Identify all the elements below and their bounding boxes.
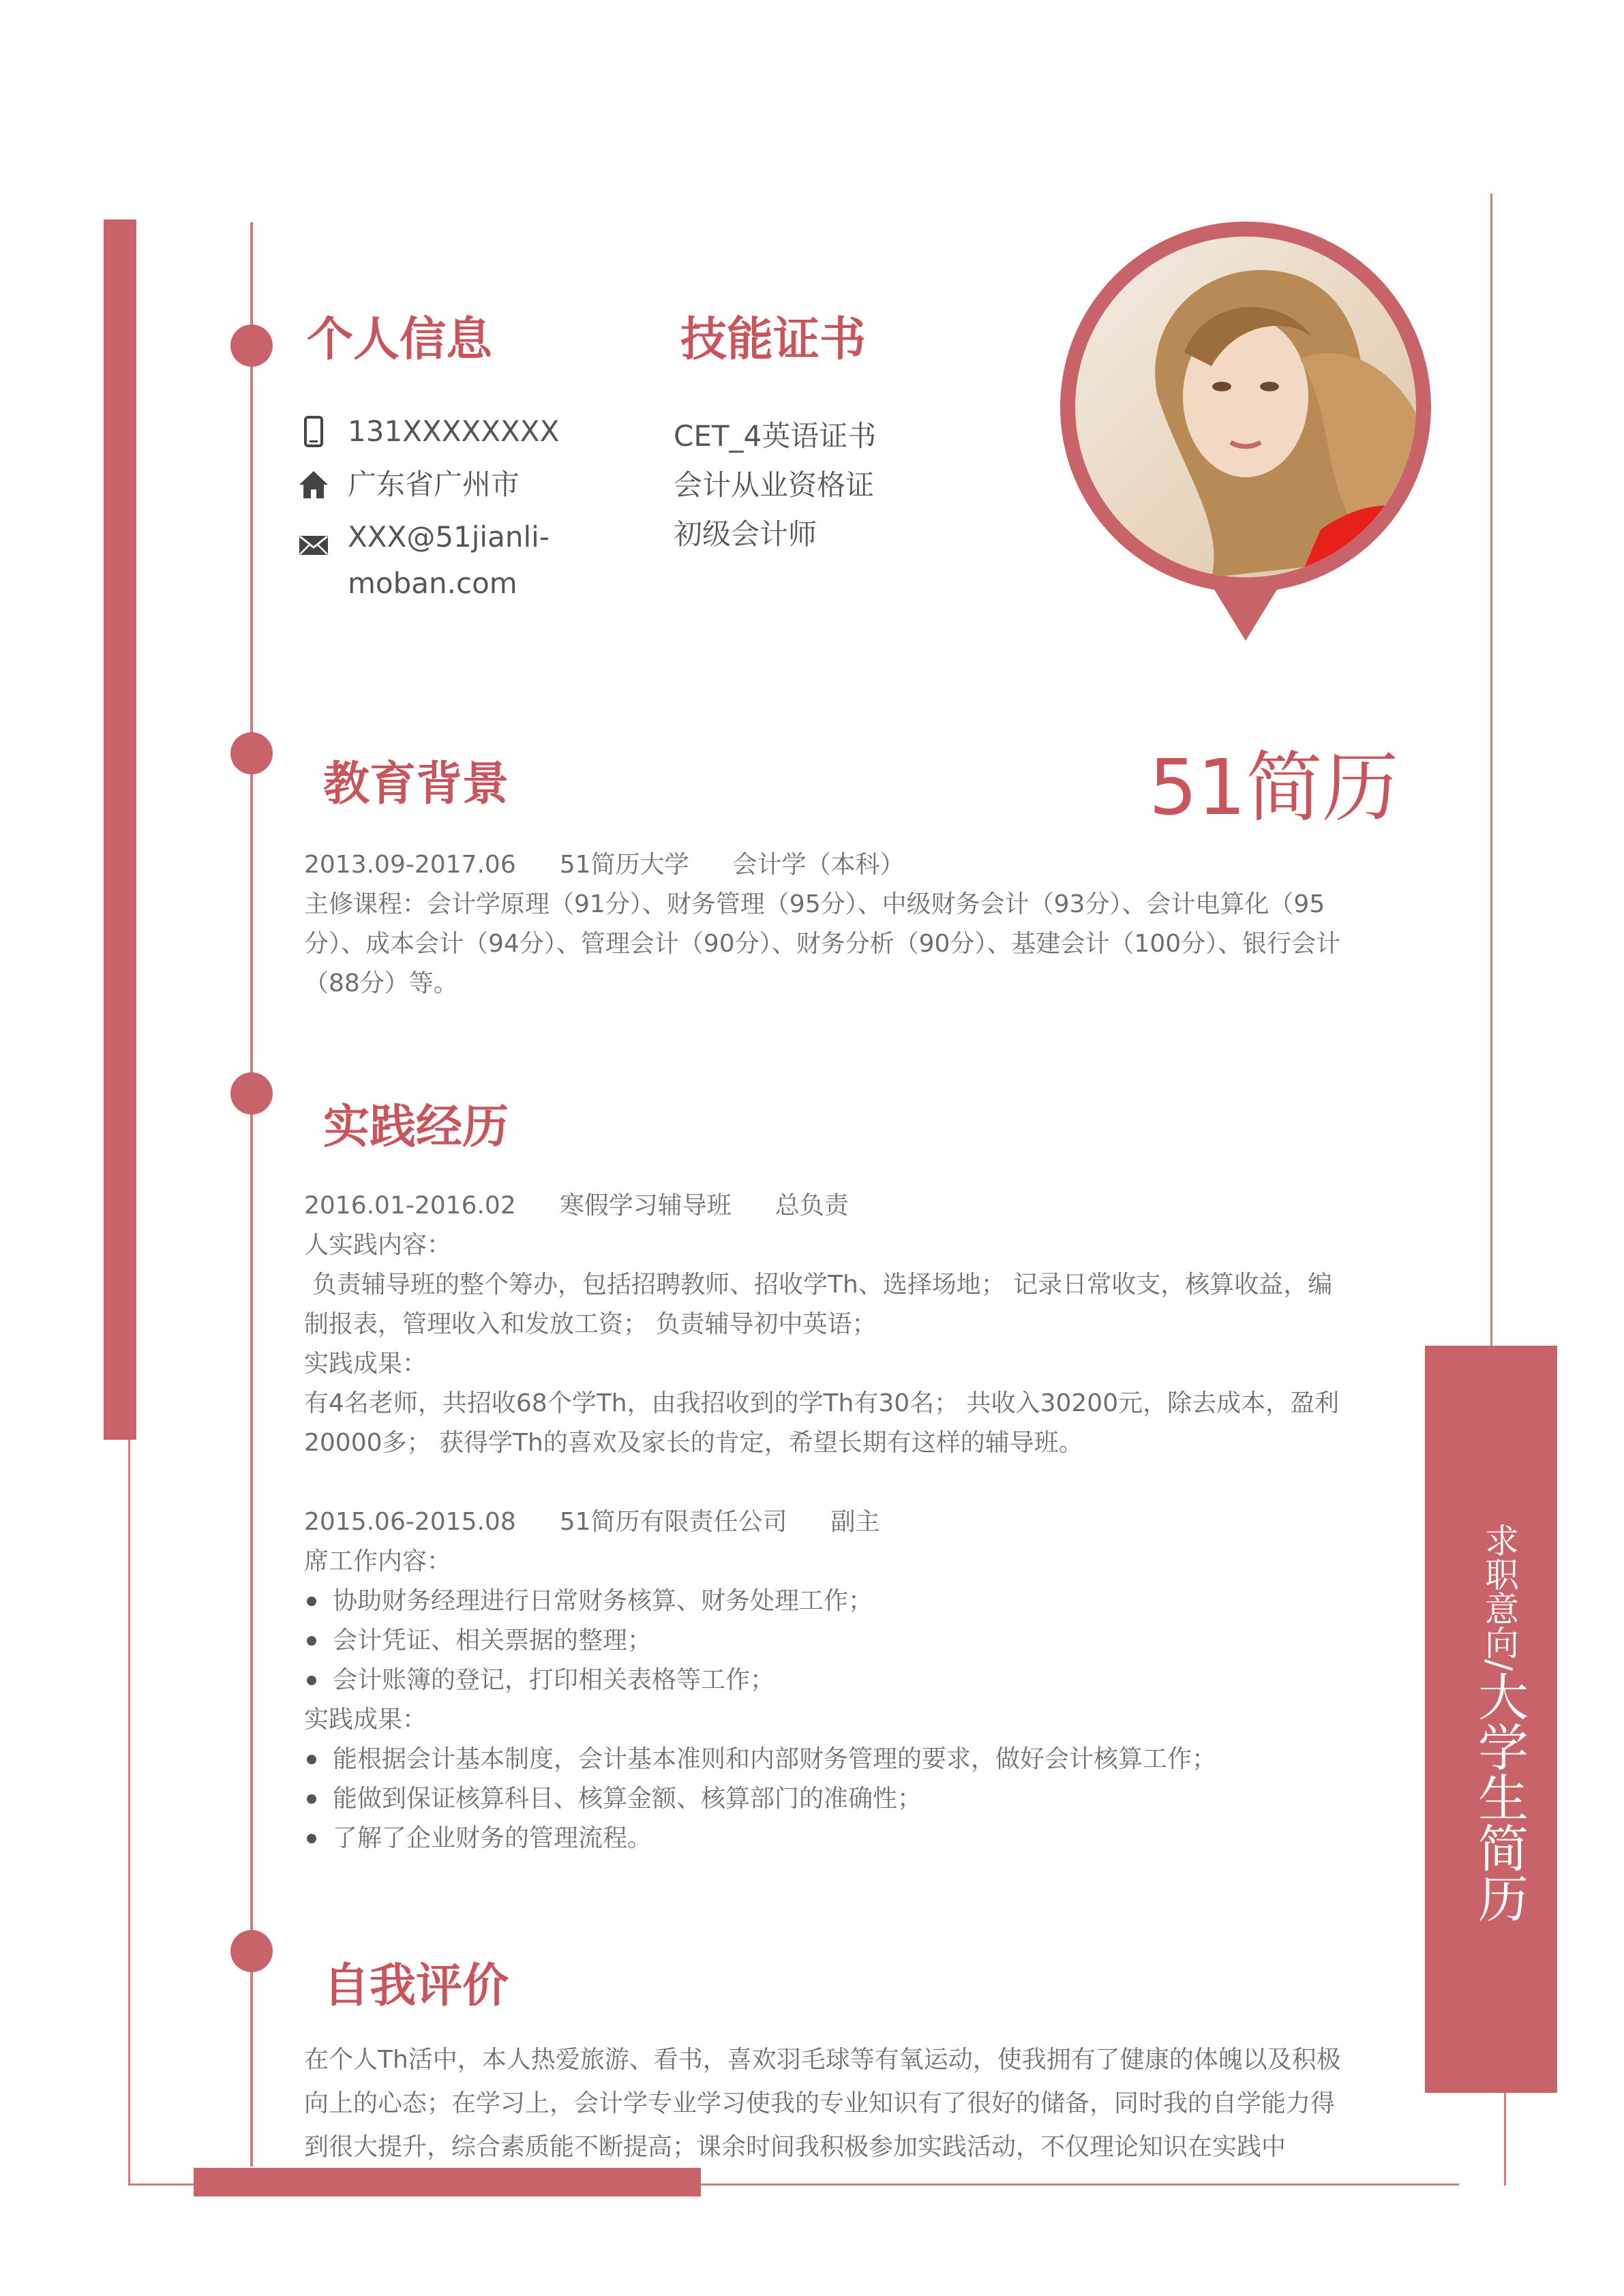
list-item: 协助财务经理进行日常财务核算、财务处理工作；: [304, 1582, 1354, 1621]
skills-title: 技能证书: [680, 313, 867, 367]
exp2-results: [304, 1740, 1354, 1858]
timeline-dot-self-eval: [230, 1930, 273, 1972]
skill-item: CET_4英语证书: [674, 419, 877, 453]
list-item: 了解了企业财务的管理流程。: [304, 1819, 1354, 1858]
exp1-role: 总负责: [775, 1192, 849, 1220]
timeline-dot-practice: [230, 1072, 273, 1115]
self-eval-title: 自我评价: [323, 1959, 509, 2013]
side-tab-part2: 大学生简历: [1470, 1670, 1529, 1923]
contact-block: [297, 408, 584, 607]
mail-icon: [297, 529, 330, 562]
phone-text: 131XXXXXXXX: [348, 414, 560, 449]
job-intent-side-tab: [1425, 1346, 1557, 2093]
education-summary: [304, 845, 1354, 885]
side-tab-text: [1470, 1523, 1529, 1923]
education-courses: 主修课程：会计学原理（91分）、财务管理（95分）、中级财务会计（93分）、会计电算化（95分）、成本会计（94分）、管理会计（90分）、财务分析（90分）、基建会计（100分）、银行会计（88分）等。: [304, 890, 1341, 997]
avatar: [1075, 237, 1416, 577]
bottom-accent-bar: [194, 2168, 701, 2196]
timeline-dot-education: [230, 732, 273, 774]
frame-right-line-top: [1490, 194, 1492, 1346]
email-text-line2: moban.com: [348, 567, 517, 600]
exp1-content-label: 人实践内容：: [304, 1231, 452, 1259]
exp1-org: 寒假学习辅导班: [559, 1192, 732, 1220]
skill-item: 会计从业资格证: [674, 468, 875, 502]
list-item: 会计账簿的登记，打印相关表格等工作；: [304, 1661, 1354, 1700]
practice-title: 实践经历: [323, 1100, 509, 1154]
exp2-summary: [304, 1502, 1354, 1542]
skills-list: [674, 412, 1055, 559]
profile-photo-pin: [1058, 220, 1433, 649]
frame-right-line-bottom: [1504, 2093, 1506, 2186]
address-text: 广东省广州市: [348, 468, 520, 502]
education-period: 2013.09-2017.06: [304, 851, 516, 879]
education-title: 教育背景: [323, 757, 509, 811]
education-block: [304, 845, 1354, 1003]
phone-icon: [297, 415, 330, 448]
list-item: 能做到保证核算科目、核算金额、核算部门的准确性；: [304, 1779, 1354, 1819]
self-eval-text: 在个人Th活中，本人热爱旅游、看书，喜欢羽毛球等有氧运动，使我拥有了健康的体魄以及积极向上的心态；在学习上，会计学专业学习使我的专业知识有了很好的储备，同时我的自学能力得到很大提升，综合素质能不断提高；课余时间我积极参加实践活动，不仅理论知识在实践中: [304, 2046, 1341, 2161]
frame-left-line: [128, 1440, 130, 2186]
home-icon: [297, 468, 330, 501]
address-row: [297, 455, 584, 514]
exp1-summary: [304, 1186, 1354, 1226]
education-major: 会计学（本科）: [732, 851, 905, 879]
exp2-duties: [304, 1582, 1354, 1700]
skill-item: 初级会计师: [674, 517, 817, 551]
list-item: 会计凭证、相关票据的整理；: [304, 1621, 1354, 1661]
left-accent-bar: [104, 220, 136, 1440]
personal-info-title: 个人信息: [307, 313, 493, 367]
email-row: [297, 514, 584, 607]
exp1-period: 2016.01-2016.02: [304, 1192, 516, 1220]
exp2-result-label: 实践成果：: [304, 1706, 427, 1734]
education-school: 51简历大学: [559, 851, 689, 879]
exp1-content: 负责辅导班的整个筹办，包括招聘教师、招收学Th、选择场地； 记录日常收支，核算收益，编制报表，管理收入和发放工资； 负责辅导初中英语；: [304, 1271, 1333, 1338]
side-tab-part1: 求职意向/: [1479, 1523, 1519, 1671]
exp1-result: 有4名老师，共招收68个学Th，由我招收到的学Th有30名； 共收入30200元，除去成本，盈利20000多； 获得学Th的喜欢及家长的肯定，希望长期有这样的辅导班。: [304, 1389, 1340, 1457]
portrait-illustration: [1075, 237, 1416, 577]
phone-row: [297, 408, 584, 455]
timeline-dot-personal: [230, 324, 273, 367]
timeline-line: [250, 222, 253, 2166]
exp2-period: 2015.06-2015.08: [304, 1508, 516, 1536]
exp2-content-label: 席工作内容：: [304, 1547, 452, 1575]
list-item: 能根据会计基本制度，会计基本准则和内部财务管理的要求，做好会计核算工作；: [304, 1740, 1354, 1779]
exp2-org: 51简历有限责任公司: [559, 1508, 787, 1536]
email-text-line1: XXX@51jianli-: [348, 520, 550, 554]
exp2-role: 副主: [830, 1508, 880, 1536]
exp1-result-label: 实践成果：: [304, 1350, 427, 1378]
practice-block: [304, 1186, 1354, 1858]
brand-logo: 51简历: [1149, 744, 1399, 832]
